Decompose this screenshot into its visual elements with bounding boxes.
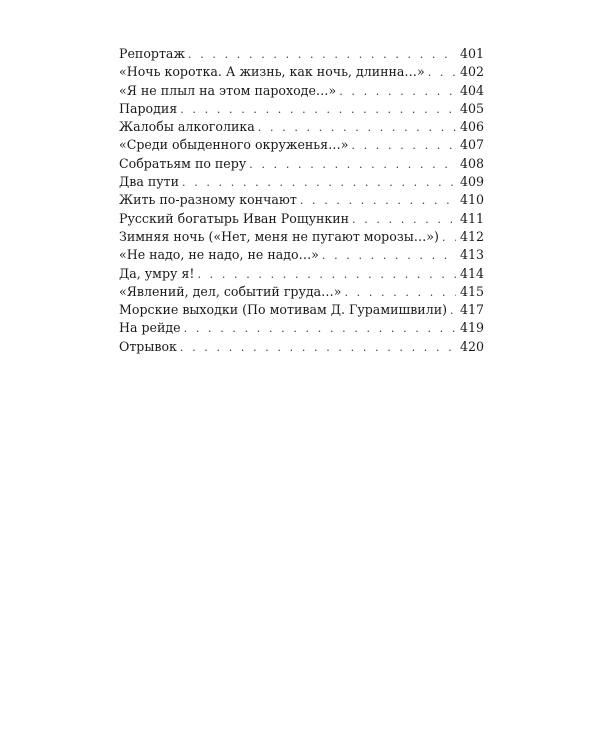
dot-leader — [180, 339, 456, 357]
toc-entry-title: Репортаж — [119, 46, 186, 61]
toc-entry[interactable] — [119, 246, 484, 264]
toc-entry-page: 412 — [459, 228, 484, 244]
dot-leader — [249, 156, 456, 174]
dot-leader — [351, 137, 456, 155]
toc-entry[interactable] — [119, 63, 484, 81]
toc-entry-page: 411 — [459, 210, 484, 226]
toc-entry-title: На рейде — [119, 320, 181, 336]
toc-entry-page: 419 — [459, 320, 484, 336]
toc-entry[interactable] — [119, 319, 484, 337]
toc-entry-title: Зимняя ночь («Нет, меня не пугают морозы…») — [119, 228, 439, 244]
toc-entry-page: 417 — [459, 302, 484, 318]
toc-entry[interactable] — [119, 301, 484, 319]
toc-entry[interactable] — [119, 155, 484, 173]
table-of-contents — [119, 45, 484, 356]
toc-entry-page: 401 — [459, 46, 484, 61]
toc-entry-page: 407 — [459, 137, 484, 153]
toc-entry-title: Пародия — [119, 100, 178, 116]
toc-entry-page: 415 — [459, 283, 484, 299]
dot-leader — [258, 119, 456, 137]
dot-leader — [182, 174, 456, 192]
toc-entry-page: 405 — [459, 100, 484, 116]
toc-entry-title: Два пути — [119, 174, 180, 190]
toc-entry-title: Морские выходки (По мотивам Д. Гурамишвили) — [119, 302, 448, 318]
dot-leader — [188, 46, 456, 64]
toc-entry[interactable] — [119, 210, 484, 228]
dot-leader — [339, 83, 456, 101]
toc-entry-title: «Среди обыденного окруженья…» — [119, 137, 349, 153]
toc-entry[interactable] — [119, 283, 484, 301]
toc-entry-page: 414 — [459, 265, 484, 281]
dot-leader — [197, 266, 456, 284]
dot-leader — [352, 211, 456, 229]
toc-entry-title: Да, умру я! — [119, 265, 195, 281]
dot-leader — [180, 101, 456, 119]
toc-entry[interactable] — [119, 191, 484, 209]
toc-entry-title: «Ночь коротка. А жизнь, как ночь, длинна…» — [119, 64, 425, 80]
toc-entry-title: «Я не плыл на этом пароходе…» — [119, 82, 337, 98]
toc-entry-title: Отрывок — [119, 338, 177, 354]
toc-entry-page: 420 — [459, 338, 484, 354]
toc-entry-page: 408 — [459, 155, 484, 171]
toc-entry-title: Жалобы алкоголика — [119, 119, 255, 135]
toc-entry[interactable] — [119, 265, 484, 283]
dot-leader — [428, 64, 456, 82]
toc-entry[interactable] — [119, 173, 484, 191]
dot-leader — [300, 192, 456, 210]
toc-entry-title: «Явлений, дел, событий груда…» — [119, 283, 342, 299]
toc-entry-title: Русский богатырь Иван Рощункин — [119, 210, 350, 226]
dot-leader — [442, 229, 456, 247]
toc-entry-page: 409 — [459, 174, 484, 190]
toc-entry-page: 404 — [459, 82, 484, 98]
toc-entry[interactable] — [119, 45, 484, 63]
toc-entry[interactable] — [119, 228, 484, 246]
toc-entry[interactable] — [119, 338, 484, 356]
toc-entry[interactable] — [119, 82, 484, 100]
dot-leader — [184, 320, 456, 338]
toc-entry[interactable] — [119, 100, 484, 118]
dot-leader — [344, 284, 456, 302]
toc-entry[interactable] — [119, 136, 484, 154]
toc-entry-title: Жить по-разному кончают — [119, 192, 297, 208]
toc-entry-page: 410 — [459, 192, 484, 208]
toc-entry[interactable] — [119, 118, 484, 136]
toc-entry-page: 406 — [459, 119, 484, 135]
toc-entry-title: Собратьям по перу — [119, 155, 247, 171]
dot-leader — [322, 247, 456, 265]
toc-entry-page: 413 — [459, 247, 484, 263]
toc-entry-page: 402 — [459, 64, 484, 80]
toc-entry-title: «Не надо, не надо, не надо…» — [119, 247, 319, 263]
